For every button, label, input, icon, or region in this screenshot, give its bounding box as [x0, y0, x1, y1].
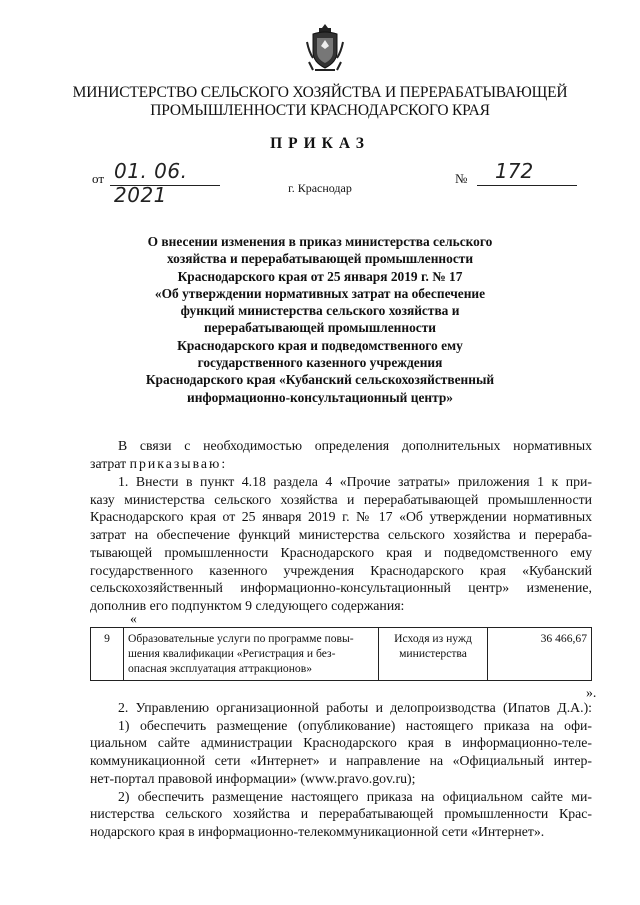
row-number: 9 — [91, 628, 124, 681]
number-value: 172 — [495, 159, 534, 183]
paragraph-line: нистерства сельского хозяйства и перерабатывающей промышленности Крас- — [90, 806, 592, 822]
row-source — [379, 628, 488, 681]
ministry-line-2: ПРОМЫШЛЕННОСТИ КРАСНОДАРСКОГО КРАЯ — [150, 102, 490, 119]
subject-line: О внесении изменения в приказ министерства сельского — [147, 234, 493, 249]
city: г. Краснодар — [288, 181, 352, 195]
date-value: 01. 06. 2021 — [114, 159, 188, 207]
subject-line: государственного казенного учреждения — [197, 355, 443, 371]
table-row — [91, 628, 592, 681]
paragraph-line: затрат на обеспечение функций министерства сельского хозяйства и перераба- — [90, 527, 592, 543]
paragraph-line: нодарского края в информационно-телекоммуникационной сети «Интернет». — [90, 823, 545, 839]
krasnodar-coat-of-arms-icon — [305, 22, 345, 76]
paragraph-line: 1. Внести в пункт 4.18 раздела 4 «Прочие затраты» приложения 1 к при- — [118, 474, 592, 489]
subject-line: Краснодарского края от 25 января 2019 г. № 17 — [177, 268, 463, 284]
subject-line: перерабатывающей промышленности — [203, 320, 437, 336]
source-line: министерства — [399, 647, 467, 661]
subject-line: Краснодарского края «Кубанский сельскохозяйственный — [145, 372, 495, 388]
order-title: ПРИКАЗ — [270, 135, 370, 152]
service-name-line: Образовательные услуги по программе повы- — [128, 632, 354, 645]
ministry-name — [60, 84, 580, 120]
date-prefix: от — [92, 171, 105, 186]
row-service-name — [124, 628, 379, 681]
paragraph-line: циальном сайте администрации Краснодарского края в информационно-теле- — [90, 735, 592, 751]
paragraph-line: 1) обеспечить размещение (опубликование) настоящего приказа на офи- — [118, 717, 592, 733]
subject-line: «Об утверждении нормативных затрат на обеспечение — [154, 285, 486, 301]
intro-line: В связи с необходимостью определения дополнительных нормативных — [118, 438, 592, 453]
paragraph-line: сельскохозяйственный информационно-консультационный центр» изменение, — [90, 580, 592, 596]
service-name-line: опасная эксплуатация аттракционов» — [128, 662, 312, 676]
quote-close: ». — [586, 685, 597, 700]
amendment-table — [90, 627, 592, 681]
intro-paragraph — [90, 437, 592, 472]
intro-line — [90, 455, 592, 473]
paragraph-line: нет-портал правовой информации» (www.pravo.gov.ru); — [90, 770, 416, 786]
subject-line: функций министерства сельского хозяйства и — [180, 303, 460, 319]
paragraph-line: тывающей промышленности Краснодарского края и подведомственного ему — [90, 544, 592, 560]
paragraph-line: казу министерства сельского хозяйства и перерабатывающей промышленности — [90, 491, 592, 507]
subject-line: информационно-консультационный центр» — [186, 389, 453, 405]
quote-open: « — [130, 611, 137, 626]
order-subject — [120, 233, 520, 406]
subject-line: Краснодарского края и подведомственного ему — [177, 337, 463, 353]
intro-word: затрат — [90, 455, 127, 471]
subject-line: хозяйства и перерабатывающей промышленности — [166, 251, 474, 267]
paragraph-2 — [90, 699, 592, 841]
order-verb: приказываю: — [129, 455, 228, 471]
service-name-line: шения квалификации «Регистрация и без- — [128, 647, 336, 661]
paragraph-line: коммуникационной сети «Интернет» и направление на «Официальный интер- — [90, 753, 592, 769]
row-amount: 36 466,67 — [488, 628, 592, 681]
paragraph-line: 2) обеспечить размещение настоящего приказа на официальном сайте ми- — [118, 788, 592, 804]
number-prefix: № — [455, 171, 468, 186]
paragraph-line: Краснодарского края от 25 января 2019 г. № 17 «Об утверждении нормативных — [90, 509, 592, 525]
paragraph-1 — [90, 473, 592, 615]
paragraph-line: государственного казенного учреждения Краснодарского края «Кубанский — [90, 562, 592, 578]
ministry-line-1: МИНИСТЕРСТВО СЕЛЬСКОГО ХОЗЯЙСТВА И ПЕРЕРАБАТЫВАЮЩЕЙ — [72, 84, 568, 101]
paragraph-line: дополнив его подпунктом 9 следующего содержания: — [90, 597, 405, 613]
paragraph-line: 2. Управлению организационной работы и делопроизводства (Ипатов Д.А.): — [118, 700, 592, 715]
source-line: Исходя из нужд — [394, 632, 472, 645]
